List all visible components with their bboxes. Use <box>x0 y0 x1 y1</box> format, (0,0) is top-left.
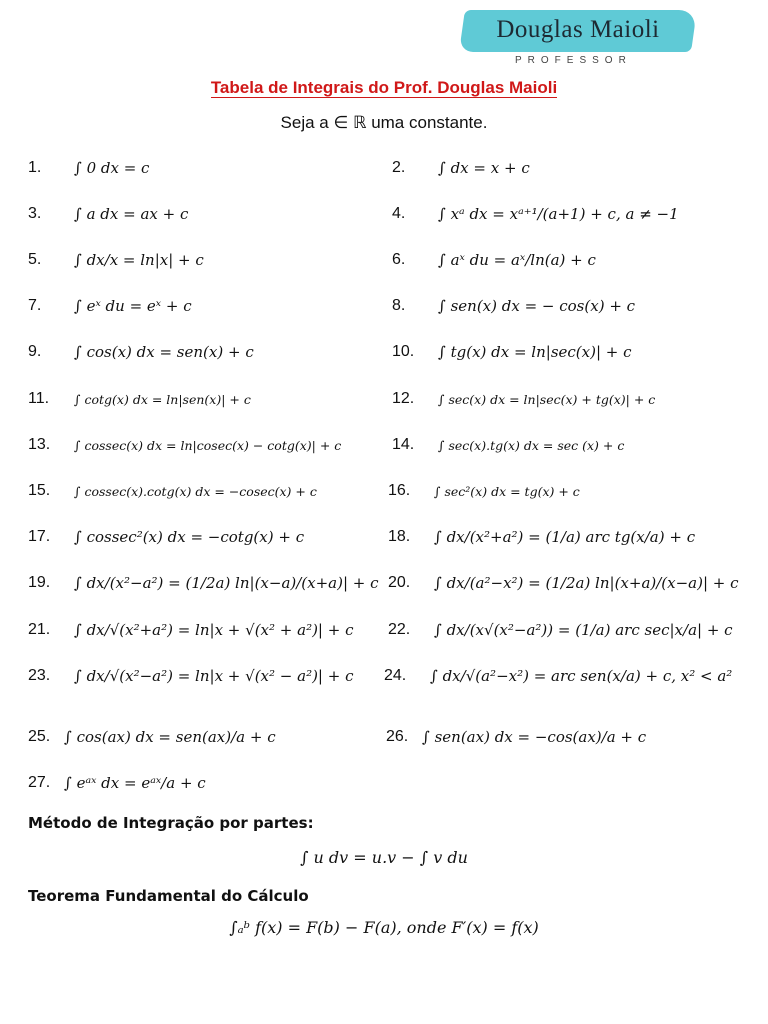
integral-item <box>28 153 149 183</box>
integral-item <box>386 722 646 752</box>
integral-item <box>392 337 632 367</box>
item-number: 2. <box>392 159 406 176</box>
logo-subtitle: PROFESSOR <box>515 55 632 66</box>
integral-item <box>392 153 530 183</box>
page-title-text: Tabela de Integrais do Prof. Douglas Maioli <box>210 78 558 97</box>
item-number: 21. <box>28 621 51 638</box>
fundamental-theorem-formula: ∫ₐᵇ f(x) = F(b) − F(a), onde F′(x) = f(x) <box>229 918 539 937</box>
item-formula: ∫ cos(ax) dx = sen(ax)/a + c <box>64 728 276 746</box>
integral-item <box>392 430 624 460</box>
integration-by-parts-heading: Método de Integração por partes: <box>28 814 314 832</box>
item-number: 14. <box>392 436 415 453</box>
item-formula: ∫ dx/√(x²−a²) = ln|x + √(x² − a²)| + c <box>74 667 354 685</box>
item-formula: ∫ sec²(x) dx = tg(x) + c <box>434 483 580 499</box>
integral-item <box>28 568 379 598</box>
item-number: 18. <box>388 528 411 545</box>
item-formula: ∫ sec(x) dx = ln|sec(x) + tg(x)| + c <box>438 391 656 407</box>
item-formula: ∫ sen(ax) dx = −cos(ax)/a + c <box>422 728 647 746</box>
integral-item <box>388 476 580 506</box>
item-formula: ∫ cossec(x).cotg(x) dx = −cosec(x) + c <box>74 483 317 499</box>
integral-item <box>388 615 733 645</box>
item-number: 26. <box>386 728 409 745</box>
item-formula: ∫ eᵃˣ dx = eᵃˣ/a + c <box>64 774 206 792</box>
item-formula: ∫ cossec(x) dx = ln|cosec(x) − cotg(x)| + c <box>74 437 342 453</box>
item-formula: ∫ dx/√(x²+a²) = ln|x + √(x² + a²)| + c <box>74 621 354 639</box>
item-formula: ∫ dx/(a²−x²) = (1/2a) ln|(x+a)/(x−a)| + c <box>434 574 739 592</box>
item-formula: ∫ dx/√(a²−x²) = arc sen(x/a) + c, x² < a² <box>430 667 733 685</box>
integral-item <box>28 291 192 321</box>
item-number: 27. <box>28 774 51 791</box>
integral-item <box>28 522 304 552</box>
integral-item <box>384 661 732 691</box>
item-number: 24. <box>384 667 407 684</box>
item-number: 3. <box>28 205 42 222</box>
integral-item <box>28 337 254 367</box>
item-number: 17. <box>28 528 51 545</box>
item-number: 22. <box>388 621 411 638</box>
item-number: 19. <box>28 574 51 591</box>
integral-item <box>392 291 635 321</box>
item-number: 8. <box>392 297 406 314</box>
integral-item <box>28 476 317 506</box>
item-formula: ∫ dx/(x√(x²−a²)) = (1/a) arc sec|x/a| + c <box>434 621 733 639</box>
item-formula: ∫ dx/(x²+a²) = (1/a) arc tg(x/a) + c <box>434 528 696 546</box>
integral-item <box>388 568 739 598</box>
logo <box>462 10 694 52</box>
item-formula: ∫ xᵃ dx = xᵃ⁺¹/(a+1) + c, a ≠ −1 <box>438 205 679 223</box>
item-number: 1. <box>28 159 42 176</box>
integral-item <box>28 199 188 229</box>
item-formula: ∫ tg(x) dx = ln|sec(x)| + c <box>438 343 632 361</box>
logo-name: Douglas Maioli <box>496 16 660 43</box>
integral-item <box>392 245 596 275</box>
item-number: 23. <box>28 667 51 684</box>
item-number: 5. <box>28 251 42 268</box>
item-formula: ∫ dx = x + c <box>438 159 530 177</box>
item-formula: ∫ sen(x) dx = − cos(x) + c <box>438 297 636 315</box>
integration-by-parts-formula: ∫ u dv = u.v − ∫ v du <box>300 848 468 867</box>
integral-item <box>28 430 341 460</box>
item-formula: ∫ 0 dx = c <box>74 159 150 177</box>
integral-item <box>28 768 206 798</box>
item-number: 10. <box>392 343 415 360</box>
item-formula: ∫ cossec²(x) dx = −cotg(x) + c <box>74 528 305 546</box>
integral-item <box>28 245 204 275</box>
item-formula: ∫ dx/x = ln|x| + c <box>74 251 204 269</box>
item-number: 15. <box>28 482 51 499</box>
integral-item <box>392 384 655 414</box>
item-formula: ∫ aˣ du = aˣ/ln(a) + c <box>438 251 596 269</box>
item-number: 13. <box>28 436 51 453</box>
item-number: 7. <box>28 297 42 314</box>
integral-item <box>392 199 679 229</box>
page-title <box>0 78 768 98</box>
integral-item <box>28 722 276 752</box>
item-formula: ∫ a dx = ax + c <box>74 205 189 223</box>
integral-item <box>388 522 695 552</box>
item-number: 20. <box>388 574 411 591</box>
item-formula: ∫ eˣ du = eˣ + c <box>74 297 192 315</box>
item-number: 4. <box>392 205 406 222</box>
item-number: 9. <box>28 343 42 360</box>
item-number: 25. <box>28 728 51 745</box>
integral-item <box>28 661 354 691</box>
item-formula: ∫ sec(x).tg(x) dx = sec (x) + c <box>438 437 625 453</box>
item-number: 6. <box>392 251 406 268</box>
item-formula: ∫ cos(x) dx = sen(x) + c <box>74 343 254 361</box>
item-number: 16. <box>388 482 411 499</box>
integral-item <box>28 615 354 645</box>
item-formula: ∫ cotg(x) dx = ln|sen(x)| + c <box>74 391 251 407</box>
item-number: 11. <box>28 390 50 407</box>
item-formula: ∫ dx/(x²−a²) = (1/2a) ln|(x−a)/(x+a)| + c <box>74 574 379 592</box>
item-number: 12. <box>392 390 415 407</box>
fundamental-theorem-heading: Teorema Fundamental do Cálculo <box>28 887 309 905</box>
page-subtitle: Seja a ∈ ℝ uma constante. <box>280 113 488 132</box>
integral-item <box>28 384 251 414</box>
